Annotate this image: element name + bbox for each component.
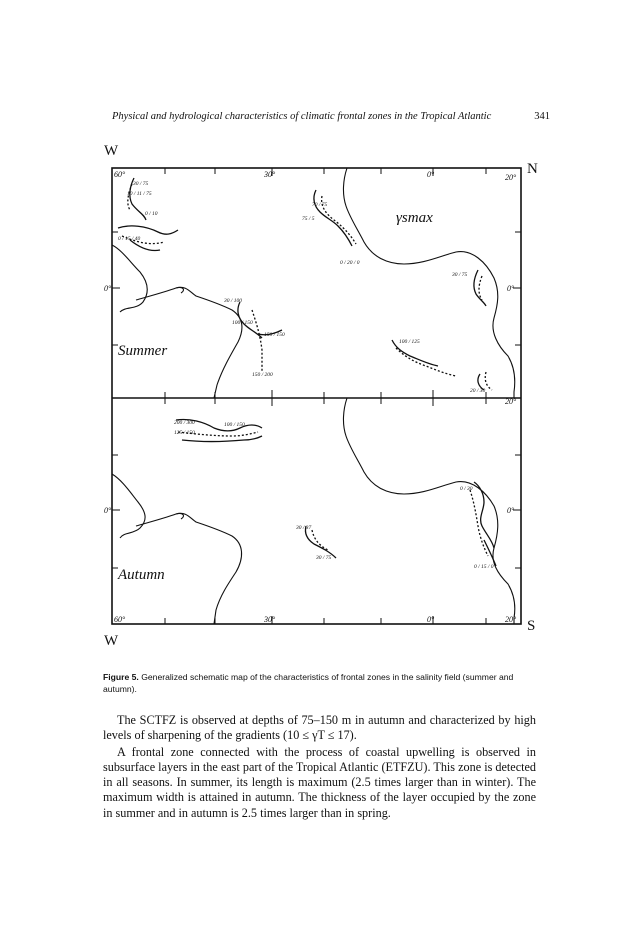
- value-s11: 150 / 200: [252, 372, 273, 378]
- lon-top-60: 60°: [114, 170, 126, 179]
- front-s-caribbean: [118, 226, 178, 234]
- fronts-summer: [118, 178, 492, 390]
- coast-gulf-summer: [176, 287, 183, 293]
- value-s10: 150 / 150: [264, 332, 285, 338]
- lat-right-0-summer: 0°: [507, 284, 515, 293]
- front-s-central-north: [314, 190, 352, 246]
- value-s9: 100 / 150: [232, 320, 253, 326]
- fronts-autumn: [176, 419, 496, 566]
- value-a1: 200 / 300: [174, 420, 195, 426]
- compass-west-top: W: [104, 143, 119, 159]
- lon-bottom-0: 0°: [427, 615, 435, 624]
- value-a2: 125 / 150: [174, 430, 195, 436]
- lon-top-30: 30°: [264, 170, 276, 179]
- lat-left-0-autumn: 0°: [104, 506, 112, 515]
- compass-west-bottom: W: [104, 633, 119, 649]
- lat-right-20n: 20°: [505, 173, 517, 182]
- panel-label-summer: Summer: [118, 343, 168, 359]
- lon-bottom-60: 60°: [114, 615, 126, 624]
- value-s4: 0 / 15 / 40: [118, 236, 141, 242]
- value-s1: 30 / 75: [133, 181, 149, 187]
- body-text: [103, 713, 536, 822]
- value-s7: 0 / 20 / 0: [340, 260, 360, 266]
- value-s5: 70 / 75: [312, 202, 328, 208]
- lat-right-0-autumn: 0°: [507, 506, 515, 515]
- value-s8: 30 / 100: [224, 298, 243, 304]
- value-a6: 0 / 30: [460, 486, 473, 492]
- lat-right-20-mid: 20°: [505, 397, 517, 406]
- graticule-labels: [104, 170, 517, 624]
- values-autumn: [174, 420, 494, 570]
- paragraph-1: The SCTFZ is observed at depths of 75–150 m in autumn and characterized by high levels of sharpening of the gradients (10 ≤ γT ≤ 17).: [103, 713, 536, 743]
- value-a4: 30 / 37: [296, 525, 312, 531]
- figure-caption-text: Generalized schematic map of the characteristics of frontal zones in the salinity field (summer and autumn).: [103, 672, 514, 694]
- figure-caption: [103, 671, 536, 695]
- figure-label: Figure 5.: [103, 672, 139, 682]
- coast-caribbean-summer: [112, 245, 147, 312]
- page-number: 341: [534, 111, 550, 122]
- value-s3: 0 / 10: [145, 211, 158, 217]
- legend-symbol-gamma-smax: γsmax: [396, 210, 433, 226]
- coast-caribbean-autumn: [112, 474, 145, 538]
- running-title: Physical and hydrological characteristics of climatic frontal zones in the Tropical Atlantic: [112, 111, 492, 122]
- value-s2: 10 / 11 / 75: [127, 191, 152, 197]
- coast-gulf-autumn: [176, 513, 183, 519]
- lon-bottom-30: 30°: [264, 615, 276, 624]
- lat-right-20s: 20°: [505, 615, 517, 624]
- front-a-east: [474, 482, 494, 548]
- value-a3: 100 / 150: [224, 422, 245, 428]
- coast-africa-autumn: [343, 398, 514, 624]
- value-s12: 100 / 125: [399, 339, 420, 345]
- lon-top-0: 0°: [427, 170, 435, 179]
- compass-north: N: [527, 161, 538, 177]
- value-a5: 30 / 75: [316, 555, 332, 561]
- coastlines-autumn: [112, 398, 515, 624]
- lat-left-0-summer: 0°: [104, 284, 112, 293]
- compass-south: S: [527, 618, 536, 634]
- panel-label-autumn: Autumn: [118, 567, 165, 583]
- value-s6: 75 / 5: [302, 216, 315, 222]
- value-s13: 30 / 75: [452, 272, 468, 278]
- value-s14: 20 / 30: [470, 388, 486, 394]
- value-a7: 0 / 15 / 0: [474, 564, 494, 570]
- front-s-benguela: [474, 270, 486, 306]
- paragraph-2: A frontal zone connected with the process of coastal upwelling is observed in subsurface layers in the east part of the Tropical Atlantic (ETFZU). This zone is detected in all seasons. In summer, its length is maximum (2.5 times larger than in winter). The maximum width is attained in autumn. The thickness of the layer occupied by the zone in summer and in autumn is 2.5 times larger than in spring.: [103, 744, 536, 820]
